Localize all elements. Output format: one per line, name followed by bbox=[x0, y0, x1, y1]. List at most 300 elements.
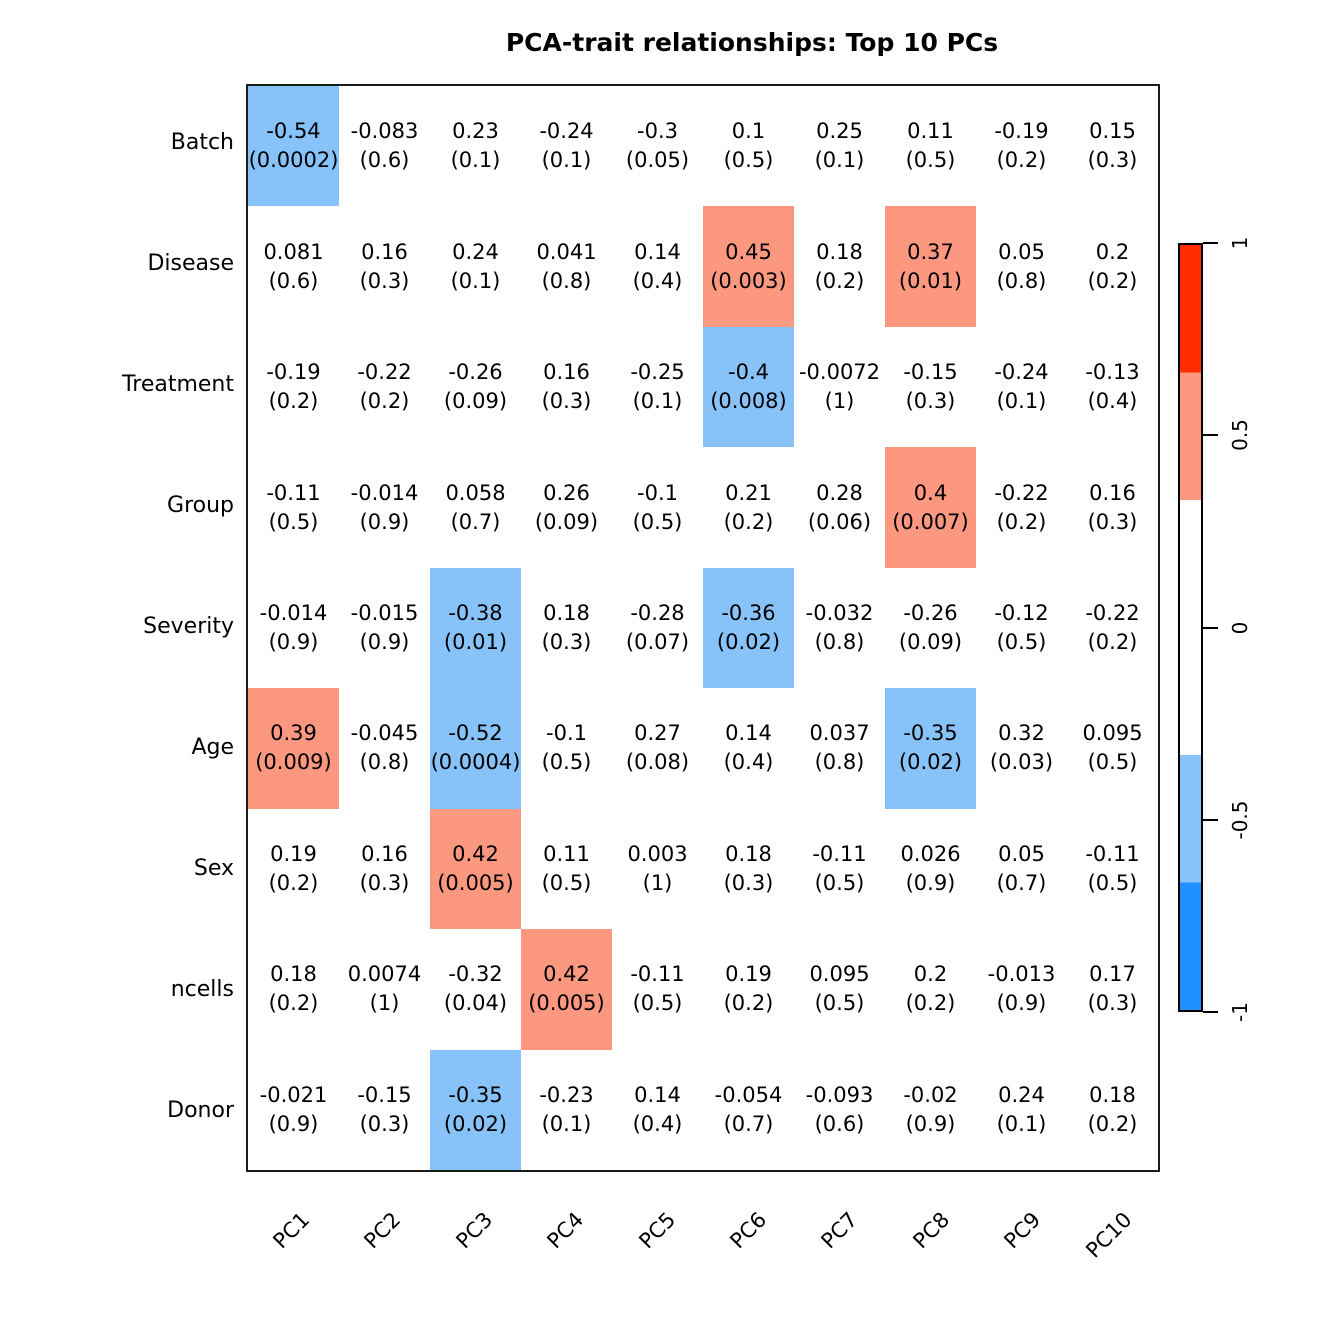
cell-p-value: (0.005) bbox=[437, 870, 514, 895]
cell-p-value: (0.02) bbox=[716, 629, 781, 654]
heatmap-cell bbox=[1067, 688, 1158, 808]
column-label: PC2 bbox=[359, 1207, 406, 1254]
colorbar-tick-mark bbox=[1203, 819, 1218, 821]
cell-p-value: (0.09) bbox=[443, 389, 508, 414]
cell-p-value: (0.7) bbox=[450, 509, 501, 534]
heatmap-cell bbox=[612, 86, 703, 206]
cell-correlation-value: -0.015 bbox=[350, 600, 419, 625]
colorbar-tick-mark bbox=[1203, 434, 1218, 436]
cell-correlation-value: 0.041 bbox=[536, 239, 597, 264]
cell-correlation-value: -0.26 bbox=[448, 360, 503, 385]
heatmap-cell bbox=[248, 1050, 339, 1170]
heatmap-cell bbox=[521, 1050, 612, 1170]
cell-correlation-value: 0.39 bbox=[270, 721, 317, 746]
heatmap-cell bbox=[248, 206, 339, 326]
cell-correlation-value: -0.11 bbox=[1085, 841, 1140, 866]
cell-correlation-value: -0.35 bbox=[903, 721, 958, 746]
heatmap-cell bbox=[976, 206, 1067, 326]
cell-correlation-value: 0.2 bbox=[1095, 239, 1130, 264]
cell-correlation-value: 0.14 bbox=[725, 721, 772, 746]
cell-correlation-value: 0.18 bbox=[1089, 1082, 1136, 1107]
heatmap-cell bbox=[430, 86, 521, 206]
colorbar-tick-label: 0 bbox=[1228, 621, 1252, 634]
cell-correlation-value: 0.18 bbox=[270, 962, 317, 987]
row-label: Group bbox=[167, 493, 234, 519]
cell-correlation-value: 0.32 bbox=[998, 721, 1045, 746]
cell-p-value: (0.9) bbox=[905, 870, 956, 895]
colorbar-tick-mark bbox=[1203, 242, 1218, 244]
heatmap-cell bbox=[1067, 447, 1158, 567]
colorbar-tick-label: 0.5 bbox=[1228, 419, 1252, 452]
row-label: Severity bbox=[143, 614, 234, 639]
heatmap-cell bbox=[521, 568, 612, 688]
cell-p-value: (0.2) bbox=[996, 148, 1047, 173]
cell-correlation-value: 0.28 bbox=[816, 480, 863, 505]
cell-correlation-value: -0.36 bbox=[721, 600, 776, 625]
heatmap-cell bbox=[976, 929, 1067, 1049]
cell-p-value: (0.5) bbox=[541, 750, 592, 775]
row-label: Age bbox=[191, 734, 234, 760]
heatmap-cell bbox=[703, 86, 794, 206]
cell-p-value: (0.9) bbox=[268, 629, 319, 654]
cell-correlation-value: 0.45 bbox=[725, 239, 772, 264]
heatmap-cell bbox=[521, 86, 612, 206]
heatmap-cell bbox=[339, 86, 430, 206]
cell-correlation-value: 0.081 bbox=[263, 239, 324, 264]
cell-correlation-value: -0.032 bbox=[805, 600, 874, 625]
cell-correlation-value: -0.0072 bbox=[798, 360, 881, 385]
heatmap-cell bbox=[794, 929, 885, 1049]
cell-p-value: (0.9) bbox=[996, 991, 1047, 1016]
heatmap-cell bbox=[430, 688, 521, 808]
cell-correlation-value: 0.21 bbox=[725, 480, 772, 505]
cell-p-value: (0.5) bbox=[723, 148, 774, 173]
row-label: ncells bbox=[170, 976, 234, 1002]
cell-correlation-value: 0.19 bbox=[725, 962, 772, 987]
cell-p-value: (0.2) bbox=[268, 389, 319, 414]
heatmap-cell bbox=[339, 929, 430, 1049]
cell-correlation-value: 0.16 bbox=[361, 239, 408, 264]
cell-correlation-value: -0.15 bbox=[357, 1082, 412, 1107]
row-label: Disease bbox=[147, 251, 234, 277]
heatmap-cell bbox=[430, 327, 521, 447]
cell-correlation-value: -0.021 bbox=[259, 1082, 328, 1107]
cell-p-value: (0.9) bbox=[359, 629, 410, 654]
colorbar-tick-label: -1 bbox=[1228, 1002, 1252, 1022]
heatmap-cell bbox=[612, 447, 703, 567]
cell-correlation-value: -0.25 bbox=[630, 360, 685, 385]
cell-p-value: (1) bbox=[824, 389, 855, 414]
cell-p-value: (0.1) bbox=[450, 268, 501, 293]
cell-correlation-value: -0.13 bbox=[1085, 360, 1140, 385]
heatmap-cell bbox=[885, 447, 976, 567]
cell-correlation-value: 0.19 bbox=[270, 841, 317, 866]
heatmap-cell bbox=[976, 327, 1067, 447]
cell-p-value: (0.8) bbox=[814, 629, 865, 654]
cell-correlation-value: 0.27 bbox=[634, 721, 681, 746]
heatmap-cell bbox=[339, 809, 430, 929]
cell-correlation-value: -0.045 bbox=[350, 721, 419, 746]
heatmap-cell bbox=[976, 447, 1067, 567]
cell-p-value: (0.9) bbox=[268, 1111, 319, 1136]
cell-correlation-value: -0.22 bbox=[994, 480, 1049, 505]
heatmap-cell bbox=[794, 568, 885, 688]
heatmap-cell bbox=[703, 327, 794, 447]
cell-p-value: (0.3) bbox=[723, 870, 774, 895]
cell-p-value: (0.06) bbox=[807, 509, 872, 534]
cell-p-value: (0.8) bbox=[814, 750, 865, 775]
cell-correlation-value: -0.35 bbox=[448, 1082, 503, 1107]
cell-p-value: (0.2) bbox=[268, 870, 319, 895]
cell-p-value: (0.08) bbox=[625, 750, 690, 775]
cell-p-value: (0.5) bbox=[632, 991, 683, 1016]
heatmap-cell bbox=[885, 1050, 976, 1170]
cell-p-value: (0.3) bbox=[359, 268, 410, 293]
heatmap-cell bbox=[339, 1050, 430, 1170]
cell-correlation-value: -0.15 bbox=[903, 360, 958, 385]
heatmap-cell bbox=[794, 688, 885, 808]
cell-p-value: (0.2) bbox=[359, 389, 410, 414]
heatmap-cell bbox=[339, 688, 430, 808]
heatmap-cell bbox=[1067, 1050, 1158, 1170]
cell-correlation-value: 0.095 bbox=[1082, 721, 1143, 746]
heatmap-cell bbox=[612, 568, 703, 688]
heatmap-cell bbox=[521, 688, 612, 808]
heatmap-cell bbox=[976, 809, 1067, 929]
cell-correlation-value: 0.16 bbox=[1089, 480, 1136, 505]
heatmap-cell bbox=[885, 206, 976, 326]
cell-correlation-value: 0.15 bbox=[1089, 119, 1136, 144]
heatmap-cell bbox=[1067, 327, 1158, 447]
heatmap-cell bbox=[976, 568, 1067, 688]
cell-correlation-value: -0.11 bbox=[812, 841, 867, 866]
cell-p-value: (0.5) bbox=[1087, 870, 1138, 895]
cell-correlation-value: -0.22 bbox=[357, 360, 412, 385]
heatmap-cell bbox=[703, 206, 794, 326]
cell-correlation-value: -0.24 bbox=[994, 360, 1049, 385]
cell-correlation-value: -0.24 bbox=[539, 119, 594, 144]
heatmap-cell bbox=[248, 327, 339, 447]
cell-p-value: (0.5) bbox=[541, 870, 592, 895]
cell-p-value: (0.5) bbox=[814, 870, 865, 895]
cell-p-value: (0.02) bbox=[443, 1111, 508, 1136]
cell-correlation-value: -0.11 bbox=[266, 480, 321, 505]
cell-p-value: (0.3) bbox=[1087, 991, 1138, 1016]
cell-p-value: (0.09) bbox=[898, 629, 963, 654]
cell-correlation-value: -0.013 bbox=[987, 962, 1056, 987]
cell-correlation-value: 0.16 bbox=[543, 360, 590, 385]
heatmap-cell bbox=[248, 86, 339, 206]
cell-p-value: (0.7) bbox=[996, 870, 1047, 895]
heatmap-cell bbox=[339, 447, 430, 567]
heatmap-cell bbox=[339, 568, 430, 688]
cell-correlation-value: -0.19 bbox=[994, 119, 1049, 144]
cell-p-value: (0.0004) bbox=[430, 750, 521, 775]
cell-p-value: (0.0002) bbox=[248, 148, 339, 173]
cell-p-value: (0.01) bbox=[898, 268, 963, 293]
heatmap-cell bbox=[248, 568, 339, 688]
cell-p-value: (0.01) bbox=[443, 629, 508, 654]
cell-p-value: (0.5) bbox=[268, 509, 319, 534]
heatmap-cell bbox=[885, 86, 976, 206]
cell-correlation-value: -0.23 bbox=[539, 1082, 594, 1107]
cell-p-value: (0.1) bbox=[450, 148, 501, 173]
cell-correlation-value: 0.26 bbox=[543, 480, 590, 505]
heatmap-cell bbox=[1067, 568, 1158, 688]
heatmap-cell bbox=[612, 1050, 703, 1170]
row-label: Treatment bbox=[122, 372, 234, 398]
heatmap-cell bbox=[976, 1050, 1067, 1170]
cell-p-value: (0.3) bbox=[541, 629, 592, 654]
cell-p-value: (0.6) bbox=[359, 148, 410, 173]
cell-correlation-value: -0.54 bbox=[266, 119, 321, 144]
cell-correlation-value: 0.17 bbox=[1089, 962, 1136, 987]
cell-correlation-value: 0.24 bbox=[452, 239, 499, 264]
cell-p-value: (0.003) bbox=[710, 268, 787, 293]
heatmap-cell bbox=[430, 1050, 521, 1170]
cell-p-value: (0.07) bbox=[625, 629, 690, 654]
heatmap-cell bbox=[794, 86, 885, 206]
heatmap-cell bbox=[1067, 86, 1158, 206]
heatmap-cell bbox=[430, 206, 521, 326]
cell-correlation-value: 0.2 bbox=[913, 962, 948, 987]
cell-p-value: (0.9) bbox=[905, 1111, 956, 1136]
heatmap-cell bbox=[703, 688, 794, 808]
heatmap-cell bbox=[248, 809, 339, 929]
heatmap-cell bbox=[703, 1050, 794, 1170]
cell-p-value: (0.04) bbox=[443, 991, 508, 1016]
cell-p-value: (0.8) bbox=[359, 750, 410, 775]
column-label: PC3 bbox=[451, 1207, 497, 1254]
heatmap-cell bbox=[885, 929, 976, 1049]
cell-correlation-value: 0.37 bbox=[907, 239, 954, 264]
cell-p-value: (0.2) bbox=[1087, 629, 1138, 654]
cell-correlation-value: 0.18 bbox=[725, 841, 772, 866]
cell-p-value: (1) bbox=[642, 870, 673, 895]
colorbar-tick-label: -0.5 bbox=[1228, 800, 1252, 840]
cell-p-value: (0.2) bbox=[723, 991, 774, 1016]
cell-correlation-value: 0.1 bbox=[731, 119, 766, 144]
cell-p-value: (0.3) bbox=[359, 870, 410, 895]
cell-correlation-value: -0.38 bbox=[448, 600, 503, 625]
heatmap-cell bbox=[1067, 929, 1158, 1049]
cell-correlation-value: -0.12 bbox=[994, 600, 1049, 625]
cell-p-value: (0.2) bbox=[1087, 268, 1138, 293]
heatmap-cell bbox=[612, 206, 703, 326]
column-label: PC8 bbox=[908, 1207, 954, 1254]
cell-p-value: (0.6) bbox=[268, 268, 319, 293]
cell-correlation-value: -0.22 bbox=[1085, 600, 1140, 625]
cell-p-value: (0.1) bbox=[996, 389, 1047, 414]
cell-correlation-value: -0.083 bbox=[350, 119, 419, 144]
cell-correlation-value: -0.19 bbox=[266, 360, 321, 385]
cell-p-value: (0.5) bbox=[1087, 750, 1138, 775]
cell-p-value: (0.2) bbox=[723, 509, 774, 534]
heatmap-cell bbox=[1067, 206, 1158, 326]
heatmap-cell bbox=[339, 327, 430, 447]
cell-correlation-value: -0.014 bbox=[350, 480, 419, 505]
cell-p-value: (0.7) bbox=[723, 1111, 774, 1136]
cell-p-value: (0.009) bbox=[255, 750, 332, 775]
cell-p-value: (0.5) bbox=[996, 629, 1047, 654]
cell-p-value: (0.005) bbox=[528, 991, 605, 1016]
column-label: PC10 bbox=[1081, 1207, 1137, 1263]
heatmap-cell bbox=[794, 447, 885, 567]
cell-p-value: (0.05) bbox=[625, 148, 690, 173]
cell-p-value: (0.2) bbox=[996, 509, 1047, 534]
cell-correlation-value: 0.14 bbox=[634, 1082, 681, 1107]
heatmap-cell bbox=[430, 568, 521, 688]
cell-correlation-value: 0.0074 bbox=[347, 962, 422, 987]
heatmap-cell bbox=[703, 809, 794, 929]
cell-p-value: (0.007) bbox=[892, 509, 969, 534]
heatmap-cell bbox=[794, 1050, 885, 1170]
colorbar-tick-mark bbox=[1203, 1011, 1218, 1013]
cell-p-value: (0.1) bbox=[632, 389, 683, 414]
cell-correlation-value: 0.037 bbox=[809, 721, 870, 746]
heatmap-cell bbox=[794, 809, 885, 929]
cell-correlation-value: -0.014 bbox=[259, 600, 328, 625]
cell-correlation-value: -0.28 bbox=[630, 600, 685, 625]
heatmap-cell bbox=[248, 929, 339, 1049]
cell-correlation-value: 0.18 bbox=[816, 239, 863, 264]
heatmap-cell bbox=[612, 688, 703, 808]
cell-correlation-value: -0.11 bbox=[630, 962, 685, 987]
heatmap-cell bbox=[521, 327, 612, 447]
heatmap-cell bbox=[612, 929, 703, 1049]
cell-p-value: (0.8) bbox=[996, 268, 1047, 293]
heatmap-cell bbox=[612, 327, 703, 447]
cell-p-value: (0.8) bbox=[541, 268, 592, 293]
cell-p-value: (0.3) bbox=[1087, 148, 1138, 173]
cell-correlation-value: -0.1 bbox=[546, 721, 587, 746]
heatmap-cell bbox=[521, 809, 612, 929]
cell-correlation-value: 0.42 bbox=[452, 841, 499, 866]
heatmap-cell bbox=[521, 447, 612, 567]
cell-p-value: (0.4) bbox=[632, 268, 683, 293]
cell-p-value: (0.5) bbox=[632, 509, 683, 534]
cell-p-value: (0.5) bbox=[905, 148, 956, 173]
heatmap-cell bbox=[885, 568, 976, 688]
heatmap-cell bbox=[248, 447, 339, 567]
colorbar-tick-mark bbox=[1203, 627, 1218, 629]
cell-correlation-value: -0.26 bbox=[903, 600, 958, 625]
cell-p-value: (0.09) bbox=[534, 509, 599, 534]
cell-correlation-value: 0.16 bbox=[361, 841, 408, 866]
cell-p-value: (0.6) bbox=[814, 1111, 865, 1136]
cell-p-value: (1) bbox=[369, 991, 400, 1016]
heatmap-cell bbox=[1067, 809, 1158, 929]
cell-p-value: (0.4) bbox=[723, 750, 774, 775]
cell-p-value: (0.2) bbox=[905, 991, 956, 1016]
cell-correlation-value: 0.026 bbox=[900, 841, 961, 866]
cell-correlation-value: 0.42 bbox=[543, 962, 590, 987]
colorbar-tick-label: 1 bbox=[1228, 236, 1252, 250]
cell-correlation-value: 0.11 bbox=[543, 841, 590, 866]
column-label: PC5 bbox=[634, 1207, 680, 1254]
cell-p-value: (0.3) bbox=[541, 389, 592, 414]
heatmap-cell bbox=[521, 206, 612, 326]
cell-p-value: (0.2) bbox=[814, 268, 865, 293]
cell-correlation-value: -0.1 bbox=[637, 480, 678, 505]
cell-p-value: (0.2) bbox=[1087, 1111, 1138, 1136]
row-label: Donor bbox=[167, 1097, 234, 1123]
cell-p-value: (0.03) bbox=[989, 750, 1054, 775]
cell-p-value: (0.3) bbox=[359, 1111, 410, 1136]
cell-correlation-value: -0.32 bbox=[448, 962, 503, 987]
cell-p-value: (0.3) bbox=[905, 389, 956, 414]
cell-p-value: (0.3) bbox=[1087, 509, 1138, 534]
cell-correlation-value: -0.093 bbox=[805, 1082, 874, 1107]
cell-correlation-value: 0.05 bbox=[998, 239, 1045, 264]
colorbar bbox=[1178, 243, 1203, 1012]
heatmap-cell bbox=[339, 206, 430, 326]
heatmap-cell bbox=[885, 688, 976, 808]
cell-correlation-value: 0.18 bbox=[543, 600, 590, 625]
cell-p-value: (0.2) bbox=[268, 991, 319, 1016]
heatmap-cell bbox=[703, 447, 794, 567]
heatmap-cell bbox=[430, 809, 521, 929]
cell-p-value: (0.9) bbox=[359, 509, 410, 534]
cell-p-value: (0.02) bbox=[898, 750, 963, 775]
heatmap-cell bbox=[703, 568, 794, 688]
cell-correlation-value: 0.058 bbox=[445, 480, 506, 505]
cell-correlation-value: -0.3 bbox=[637, 119, 678, 144]
heatmap-cell bbox=[703, 929, 794, 1049]
cell-correlation-value: -0.52 bbox=[448, 721, 503, 746]
heatmap-plot-area bbox=[246, 84, 1160, 1172]
column-label: PC6 bbox=[725, 1207, 772, 1254]
heatmap-cell bbox=[521, 929, 612, 1049]
cell-correlation-value: 0.25 bbox=[816, 119, 863, 144]
row-label: Sex bbox=[193, 855, 234, 881]
row-label: Batch bbox=[170, 130, 234, 156]
cell-p-value: (0.1) bbox=[541, 148, 592, 173]
column-label: PC1 bbox=[268, 1207, 315, 1254]
cell-correlation-value: 0.095 bbox=[809, 962, 870, 987]
heatmap-cell bbox=[794, 206, 885, 326]
heatmap-cell bbox=[612, 809, 703, 929]
heatmap-cell bbox=[794, 327, 885, 447]
cell-p-value: (0.4) bbox=[1087, 389, 1138, 414]
column-label: PC9 bbox=[999, 1207, 1046, 1254]
heatmap-cell bbox=[430, 447, 521, 567]
cell-correlation-value: 0.003 bbox=[627, 841, 688, 866]
cell-correlation-value: -0.4 bbox=[728, 360, 769, 385]
cell-correlation-value: 0.05 bbox=[998, 841, 1045, 866]
cell-correlation-value: 0.23 bbox=[452, 119, 499, 144]
cell-p-value: (0.5) bbox=[814, 991, 865, 1016]
cell-correlation-value: 0.11 bbox=[907, 119, 954, 144]
heatmap-cell bbox=[976, 86, 1067, 206]
cell-correlation-value: -0.02 bbox=[903, 1082, 958, 1107]
heatmap-cell bbox=[430, 929, 521, 1049]
cell-p-value: (0.1) bbox=[814, 148, 865, 173]
cell-p-value: (0.008) bbox=[710, 389, 787, 414]
cell-correlation-value: -0.054 bbox=[714, 1082, 783, 1107]
heatmap-cell bbox=[976, 688, 1067, 808]
cell-p-value: (0.1) bbox=[541, 1111, 592, 1136]
chart-title: PCA-trait relationships: Top 10 PCs bbox=[505, 28, 999, 57]
column-label: PC7 bbox=[816, 1207, 863, 1254]
column-label: PC4 bbox=[542, 1207, 589, 1254]
cell-correlation-value: 0.4 bbox=[913, 480, 948, 505]
cell-correlation-value: 0.24 bbox=[998, 1082, 1045, 1107]
heatmap-cell bbox=[885, 327, 976, 447]
heatmap-cell bbox=[248, 688, 339, 808]
heatmap-cell bbox=[885, 809, 976, 929]
cell-correlation-value: 0.14 bbox=[634, 239, 681, 264]
